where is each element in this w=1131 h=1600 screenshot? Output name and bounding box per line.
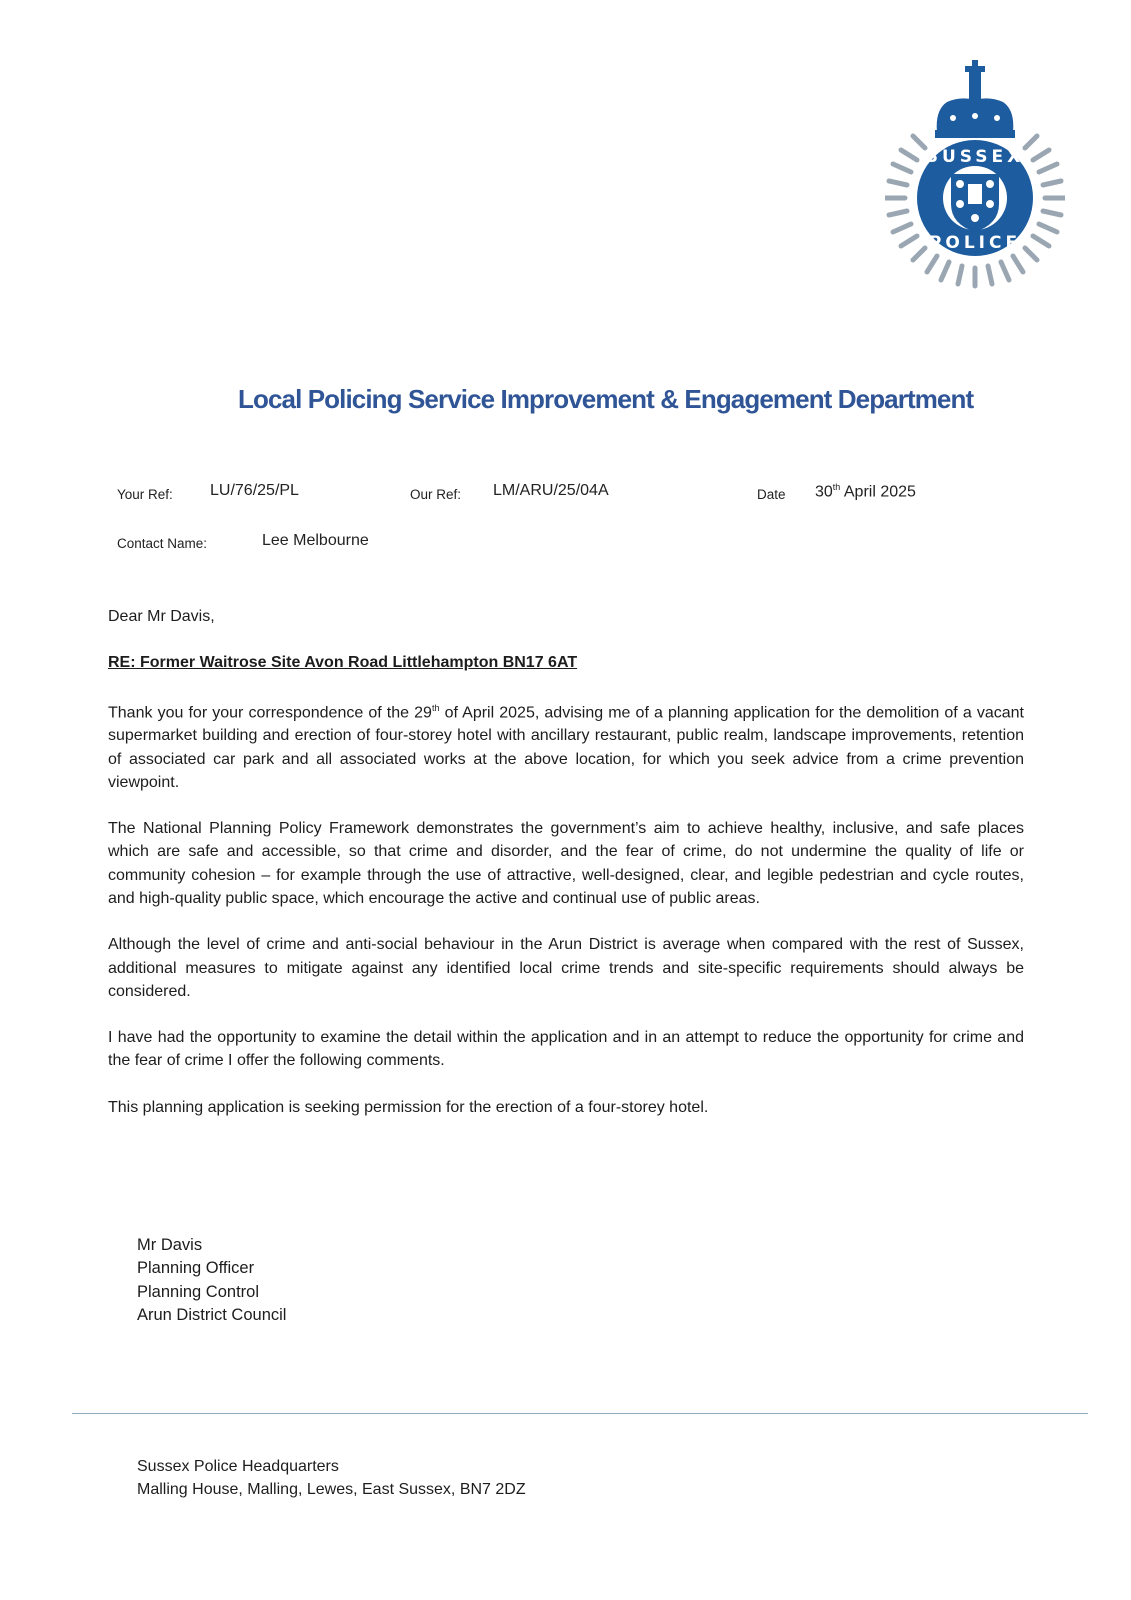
svg-text:POLICE: POLICE (928, 233, 1022, 253)
date-suffix: th (832, 482, 841, 492)
department-title: Local Policing Service Improvement & Engagement Department (238, 384, 974, 414)
date-day: 30 (815, 483, 833, 501)
our-ref-label: Our Ref: (410, 487, 462, 502)
footer-address (137, 1455, 526, 1501)
salutation: Dear Mr Davis, (108, 608, 215, 625)
paragraph-3: Although the level of crime and anti-social behaviour in the Arun District is average when compared with the rest of Sussex, additional measures to mitigate against any identified local crime trends and site-specific requirements should always be considered. (108, 936, 1024, 1000)
paragraph-1: Thank you for your correspondence of the 29th of April 2025, advising me of a planning application for the demolition of a vacant supermarket building and erection of four-storey hotel with ancillary restaurant, public realm, landscape improvements, retention of associated car park and all associated works at the above location, for which you seek advice from a crime prevention viewpoint. (108, 702, 1024, 791)
letter-body (108, 605, 1024, 1119)
footer-line-1: Sussex Police Headquarters (137, 1458, 339, 1475)
recipient-name: Mr Davis (137, 1236, 203, 1254)
recipient-organisation: Arun District Council (137, 1305, 287, 1324)
recipient-title: Planning Officer (137, 1259, 255, 1278)
svg-text:SUSSEX: SUSSEX (925, 147, 1025, 167)
contact-name-label: Contact Name: (117, 536, 208, 551)
date-label: Date (757, 487, 786, 502)
paragraph-4: I have had the opportunity to examine the detail within the application and in an attempt to reduce the opportunity for crime and the fear of crime I offer the following comments. (108, 1029, 1024, 1070)
paragraph-5: This planning application is seeking permission for the erection of a four-storey hotel. (108, 1098, 709, 1116)
footer-divider (72, 1413, 1088, 1414)
your-ref-label: Your Ref: (117, 487, 173, 502)
recipient-address (137, 1234, 286, 1327)
date-value (815, 482, 916, 501)
date-rest: April 2025 (840, 483, 916, 501)
our-ref-value: LM/ARU/25/04A (493, 482, 609, 499)
sussex-police-logo (885, 60, 1065, 292)
footer-line-2: Malling House, Malling, Lewes, East Sussex, BN7 2DZ (137, 1481, 526, 1498)
contact-name-value: Lee Melbourne (262, 532, 369, 549)
sussex-police-crest-icon (885, 60, 1065, 292)
paragraph-2: The National Planning Policy Framework demonstrates the government’s aim to achieve healthy, inclusive, and safe places which are safe and accessible, so that crime and disorder, and the fear of crime, do not undermine the quality of life or community cohesion – for example through the use of attractive, well-designed, clear, and legible pedestrian and cycle routes, and high-quality public space, which encourage the active and continual use of public areas. (108, 820, 1024, 907)
your-ref-value: LU/76/25/PL (210, 482, 299, 499)
recipient-department: Planning Control (137, 1282, 259, 1301)
subject-line: RE: Former Waitrose Site Avon Road Littlehampton BN17 6AT (108, 654, 578, 672)
